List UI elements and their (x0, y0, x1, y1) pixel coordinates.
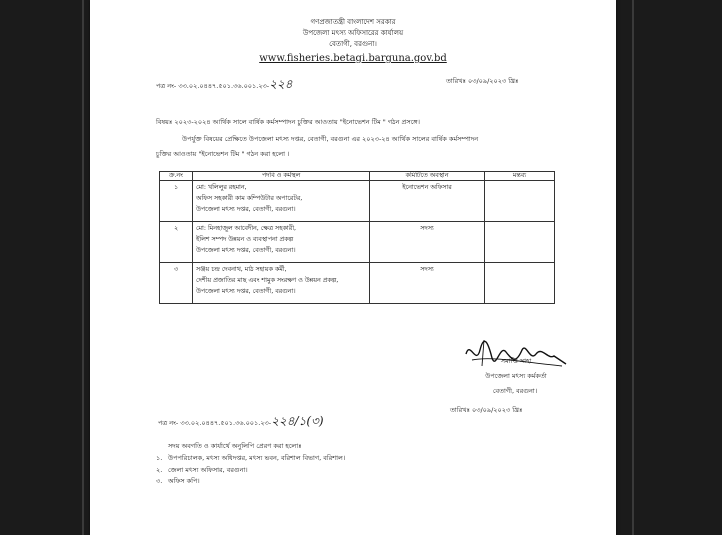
signatory-designation: উপজেলা মৎস্য কর্মকর্তা (485, 372, 547, 380)
cell-serial: ২ (160, 222, 193, 263)
table-header-row (160, 172, 555, 181)
header-office: উপজেলা মৎস্য অফিসারের কার্যালয় (302, 29, 404, 37)
copy-ref-prefix: পত্র নং- ৩৩.০২.০৪৪৭.৫০১.৩৬.০০১.২৩- (158, 419, 272, 427)
memo-reference (156, 76, 293, 96)
signature-date: তারিখঃ ০৩/০৯/২০২৩ খ্রিঃ (450, 406, 523, 414)
cell-position: ইনোভেশন অফিসার (370, 181, 485, 222)
signatory-place: বেতাগী, বরগুনা। (492, 387, 538, 395)
designation-line: মো: মিনহাজুল আবেদীন, ক্ষেত্র সহকারী, (196, 225, 297, 232)
designation-line: মো: খলিলুর রহমান, (196, 184, 247, 191)
list-item-number: ১. (156, 454, 163, 462)
list-item-number: ২. (156, 465, 163, 474)
list-item-number: ৩. (156, 477, 163, 485)
body-paragraph-line1: উপর্যুক্ত বিষয়ের প্রেক্ষিতে উপজেলা মৎস্য দপ্তর, বেতাগী, বরগুনা এর ২০২৩-২৪ আর্থিক সালের বার্ষিক কর্মসম্পাদন (182, 135, 479, 143)
list-item-text: অফিস কপি। (168, 477, 200, 485)
header-location: বেতাগী, বরগুনা। (329, 40, 377, 48)
copy-ref-number: ২২৪/১(৩) (271, 414, 324, 428)
cell-remarks (485, 222, 555, 263)
cell-designation (193, 181, 370, 222)
list-item (156, 453, 345, 465)
signatory-name: সমাপ্তি সাহা (500, 357, 532, 365)
body-paragraph-line2: চুক্তির আওতায় "ইনোভেশন টিম " গঠন করা হলো । (156, 150, 290, 158)
distribution-intro: সদয় অবগতি ও কার্যার্থে অনুলিপি প্রেরণ করা হলোঃ (168, 442, 302, 450)
designation-line: উপজেলা মৎস্য দপ্তর, বেতাগী, বরগুনা। (196, 288, 296, 295)
list-item (156, 465, 345, 477)
memo-date: তারিখঃ ০৩/০৯/২০২৩ খ্রিঃ (446, 77, 519, 85)
cell-remarks (485, 263, 555, 304)
cell-remarks (485, 181, 555, 222)
cell-designation (193, 222, 370, 263)
subject-line: বিষয়ঃ ২০২৩-২০২৪ আর্থিক সালে বার্ষিক কর্মসম্পাদন চুক্তির আওতায় "ইনোভেশন টিম " গঠন প্রসঙ্গে। (156, 118, 420, 126)
designation-line: ইলিশ সম্পদ উন্নয়ন ও ব্যবস্থাপনা প্রকল্প (196, 236, 294, 243)
header-government: গণপ্রজাতন্ত্রী বাংলাদেশ সরকার (310, 18, 396, 26)
designation-line: উপজেলা মৎস্য দপ্তর, বেতাগী, বরগুনা। (196, 247, 296, 254)
list-item (156, 476, 345, 488)
copy-memo-reference (158, 413, 324, 433)
col-header-remarks: মন্তব্য (485, 172, 555, 181)
designation-line: দেশীয় প্রজাতির মাছ এবং শামুক সংরক্ষণ ও উন্নয়ন প্রকল্প, (196, 277, 339, 284)
cell-position: সদস্য (370, 222, 485, 263)
viewer-divider-right (632, 0, 634, 535)
innovation-team-table (159, 171, 555, 304)
table-row (160, 222, 555, 263)
distribution-list (156, 453, 345, 488)
list-item-text: জেলা মৎস্য অফিসার, বরগুনা। (168, 465, 248, 474)
cell-designation (193, 263, 370, 304)
table-row (160, 181, 555, 222)
cell-serial: ১ (160, 181, 193, 222)
designation-line: অফিস সহকারী কাম কম্পিউটার অপারেটর, (196, 195, 303, 202)
website-link[interactable]: www.fisheries.betagi.barguna.gov.bd (259, 53, 447, 64)
memo-ref-prefix: পত্র নং- ৩৩.০২.০৪৪৭.৫০১.৩৬.০০১.২৩- (156, 82, 270, 90)
col-header-designation: পদবি ও কর্মস্থল (193, 172, 370, 181)
document-page (90, 0, 616, 535)
designation-line: উপজেলা মৎস্য দপ্তর, বেতাগী, বরগুনা। (196, 206, 296, 213)
viewer-divider-left (82, 0, 84, 535)
designation-line: সঞ্জয় চন্দ্র দেবনাথ, মাঠ সহায়ক কর্মী, (196, 266, 287, 273)
list-item-text: উপপরিচালক, মৎস্য অধিদপ্তর, মৎস্য ভবন, বরিশাল বিভাগ, বরিশাল। (168, 454, 346, 462)
col-header-position: কমিটিতে অবস্থান (370, 172, 485, 181)
table-row (160, 263, 555, 304)
cell-serial: ৩ (160, 263, 193, 304)
cell-position: সদস্য (370, 263, 485, 304)
memo-ref-number: ২২৪ (269, 77, 293, 91)
col-header-serial: ক্র.নং (160, 172, 193, 181)
